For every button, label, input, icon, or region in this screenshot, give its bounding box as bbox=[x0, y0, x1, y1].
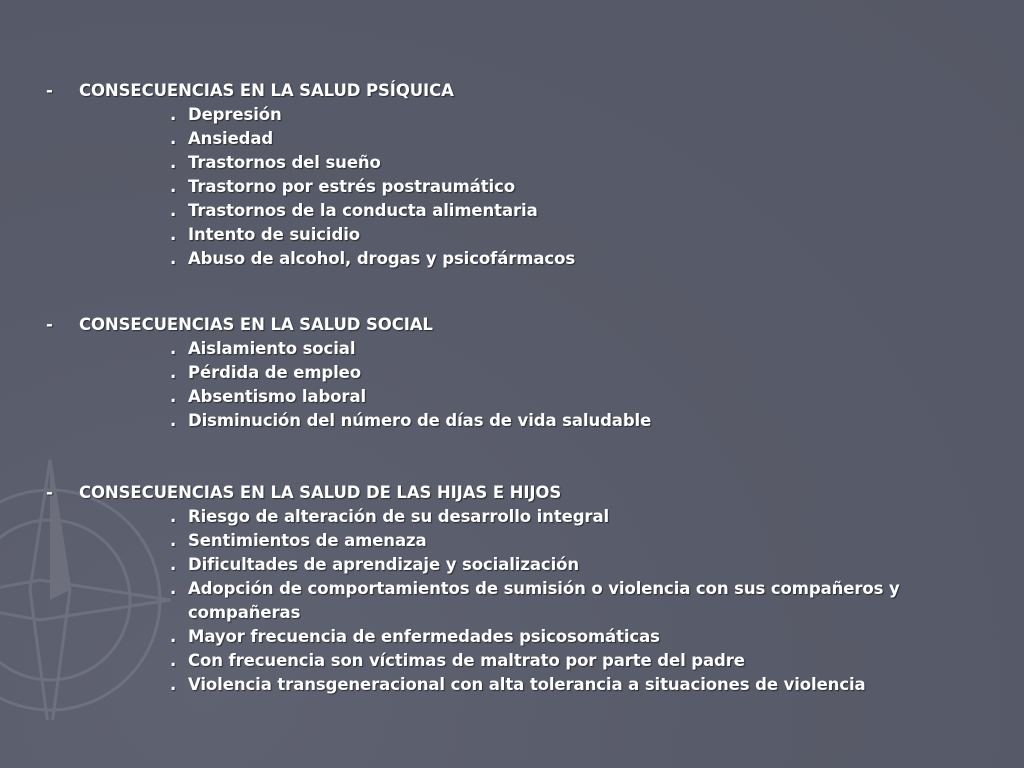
list-item bbox=[46, 103, 996, 127]
list-item bbox=[46, 385, 996, 409]
list-item bbox=[46, 199, 996, 223]
bullet-marker: . bbox=[170, 507, 177, 526]
bullet-marker: . bbox=[170, 651, 177, 670]
bullet-marker: . bbox=[170, 129, 177, 148]
section-heading bbox=[46, 79, 996, 103]
list-item bbox=[46, 673, 996, 697]
bullet-marker: . bbox=[170, 675, 177, 694]
list-item bbox=[46, 337, 996, 361]
item-text: Violencia transgeneracional con alta tolerancia a situaciones de violencia bbox=[188, 675, 866, 694]
bullet-marker: . bbox=[170, 387, 177, 406]
item-text: Pérdida de empleo bbox=[188, 363, 362, 382]
bullet-marker: . bbox=[170, 201, 177, 220]
list-item bbox=[46, 361, 996, 385]
list-item bbox=[46, 127, 996, 151]
list-item bbox=[46, 505, 996, 529]
item-text: Ansiedad bbox=[188, 129, 274, 148]
dash-marker: - bbox=[46, 81, 53, 100]
item-text: Depresión bbox=[188, 105, 282, 124]
dash-marker: - bbox=[46, 315, 53, 334]
item-text: Trastorno por estrés postraumático bbox=[188, 177, 516, 196]
item-text: Trastornos del sueño bbox=[188, 153, 381, 172]
heading-text: CONSECUENCIAS EN LA SALUD PSÍQUICA bbox=[79, 81, 454, 100]
item-text: Con frecuencia son víctimas de maltrato por parte del padre bbox=[188, 651, 745, 670]
bullet-marker: . bbox=[170, 555, 177, 574]
bullet-marker: . bbox=[170, 177, 177, 196]
list-item bbox=[46, 625, 996, 649]
item-text: Sentimientos de amenaza bbox=[188, 531, 427, 550]
bullet-marker: . bbox=[170, 153, 177, 172]
list-item bbox=[46, 529, 996, 553]
slide-content bbox=[46, 79, 996, 697]
list-item bbox=[46, 409, 996, 433]
bullet-marker: . bbox=[170, 579, 177, 598]
section-heading bbox=[46, 313, 996, 337]
item-text: Absentismo laboral bbox=[188, 387, 367, 406]
item-list bbox=[46, 505, 996, 697]
item-text: Riesgo de alteración de su desarrollo integral bbox=[188, 507, 610, 526]
heading-text: CONSECUENCIAS EN LA SALUD DE LAS HIJAS E HIJOS bbox=[79, 483, 562, 502]
item-text: Abuso de alcohol, drogas y psicofármacos bbox=[188, 249, 576, 268]
list-item bbox=[46, 649, 996, 673]
section-salud-psiquica bbox=[46, 79, 996, 271]
bullet-marker: . bbox=[170, 627, 177, 646]
list-item bbox=[46, 553, 996, 577]
list-item bbox=[46, 247, 996, 271]
item-text: Disminución del número de días de vida saludable bbox=[188, 411, 652, 430]
dash-marker: - bbox=[46, 483, 53, 502]
section-salud-hijas-hijos bbox=[46, 481, 996, 697]
item-text: Trastornos de la conducta alimentaria bbox=[188, 201, 538, 220]
bullet-marker: . bbox=[170, 225, 177, 244]
item-text: Adopción de comportamientos de sumisión o violencia con sus compañeros y compañeras bbox=[188, 579, 900, 622]
section-heading bbox=[46, 481, 996, 505]
item-list bbox=[46, 103, 996, 271]
bullet-marker: . bbox=[170, 411, 177, 430]
list-item bbox=[46, 577, 996, 625]
bullet-marker: . bbox=[170, 105, 177, 124]
list-item bbox=[46, 151, 996, 175]
item-text: Aislamiento social bbox=[188, 339, 356, 358]
bullet-marker: . bbox=[170, 531, 177, 550]
bullet-marker: . bbox=[170, 339, 177, 358]
bullet-marker: . bbox=[170, 249, 177, 268]
bullet-marker: . bbox=[170, 363, 177, 382]
list-item bbox=[46, 223, 996, 247]
item-text: Mayor frecuencia de enfermedades psicosomáticas bbox=[188, 627, 660, 646]
item-text: Dificultades de aprendizaje y socialización bbox=[188, 555, 580, 574]
list-item bbox=[46, 175, 996, 199]
item-list bbox=[46, 337, 996, 433]
heading-text: CONSECUENCIAS EN LA SALUD SOCIAL bbox=[79, 315, 433, 334]
item-text: Intento de suicidio bbox=[188, 225, 360, 244]
section-salud-social bbox=[46, 313, 996, 433]
